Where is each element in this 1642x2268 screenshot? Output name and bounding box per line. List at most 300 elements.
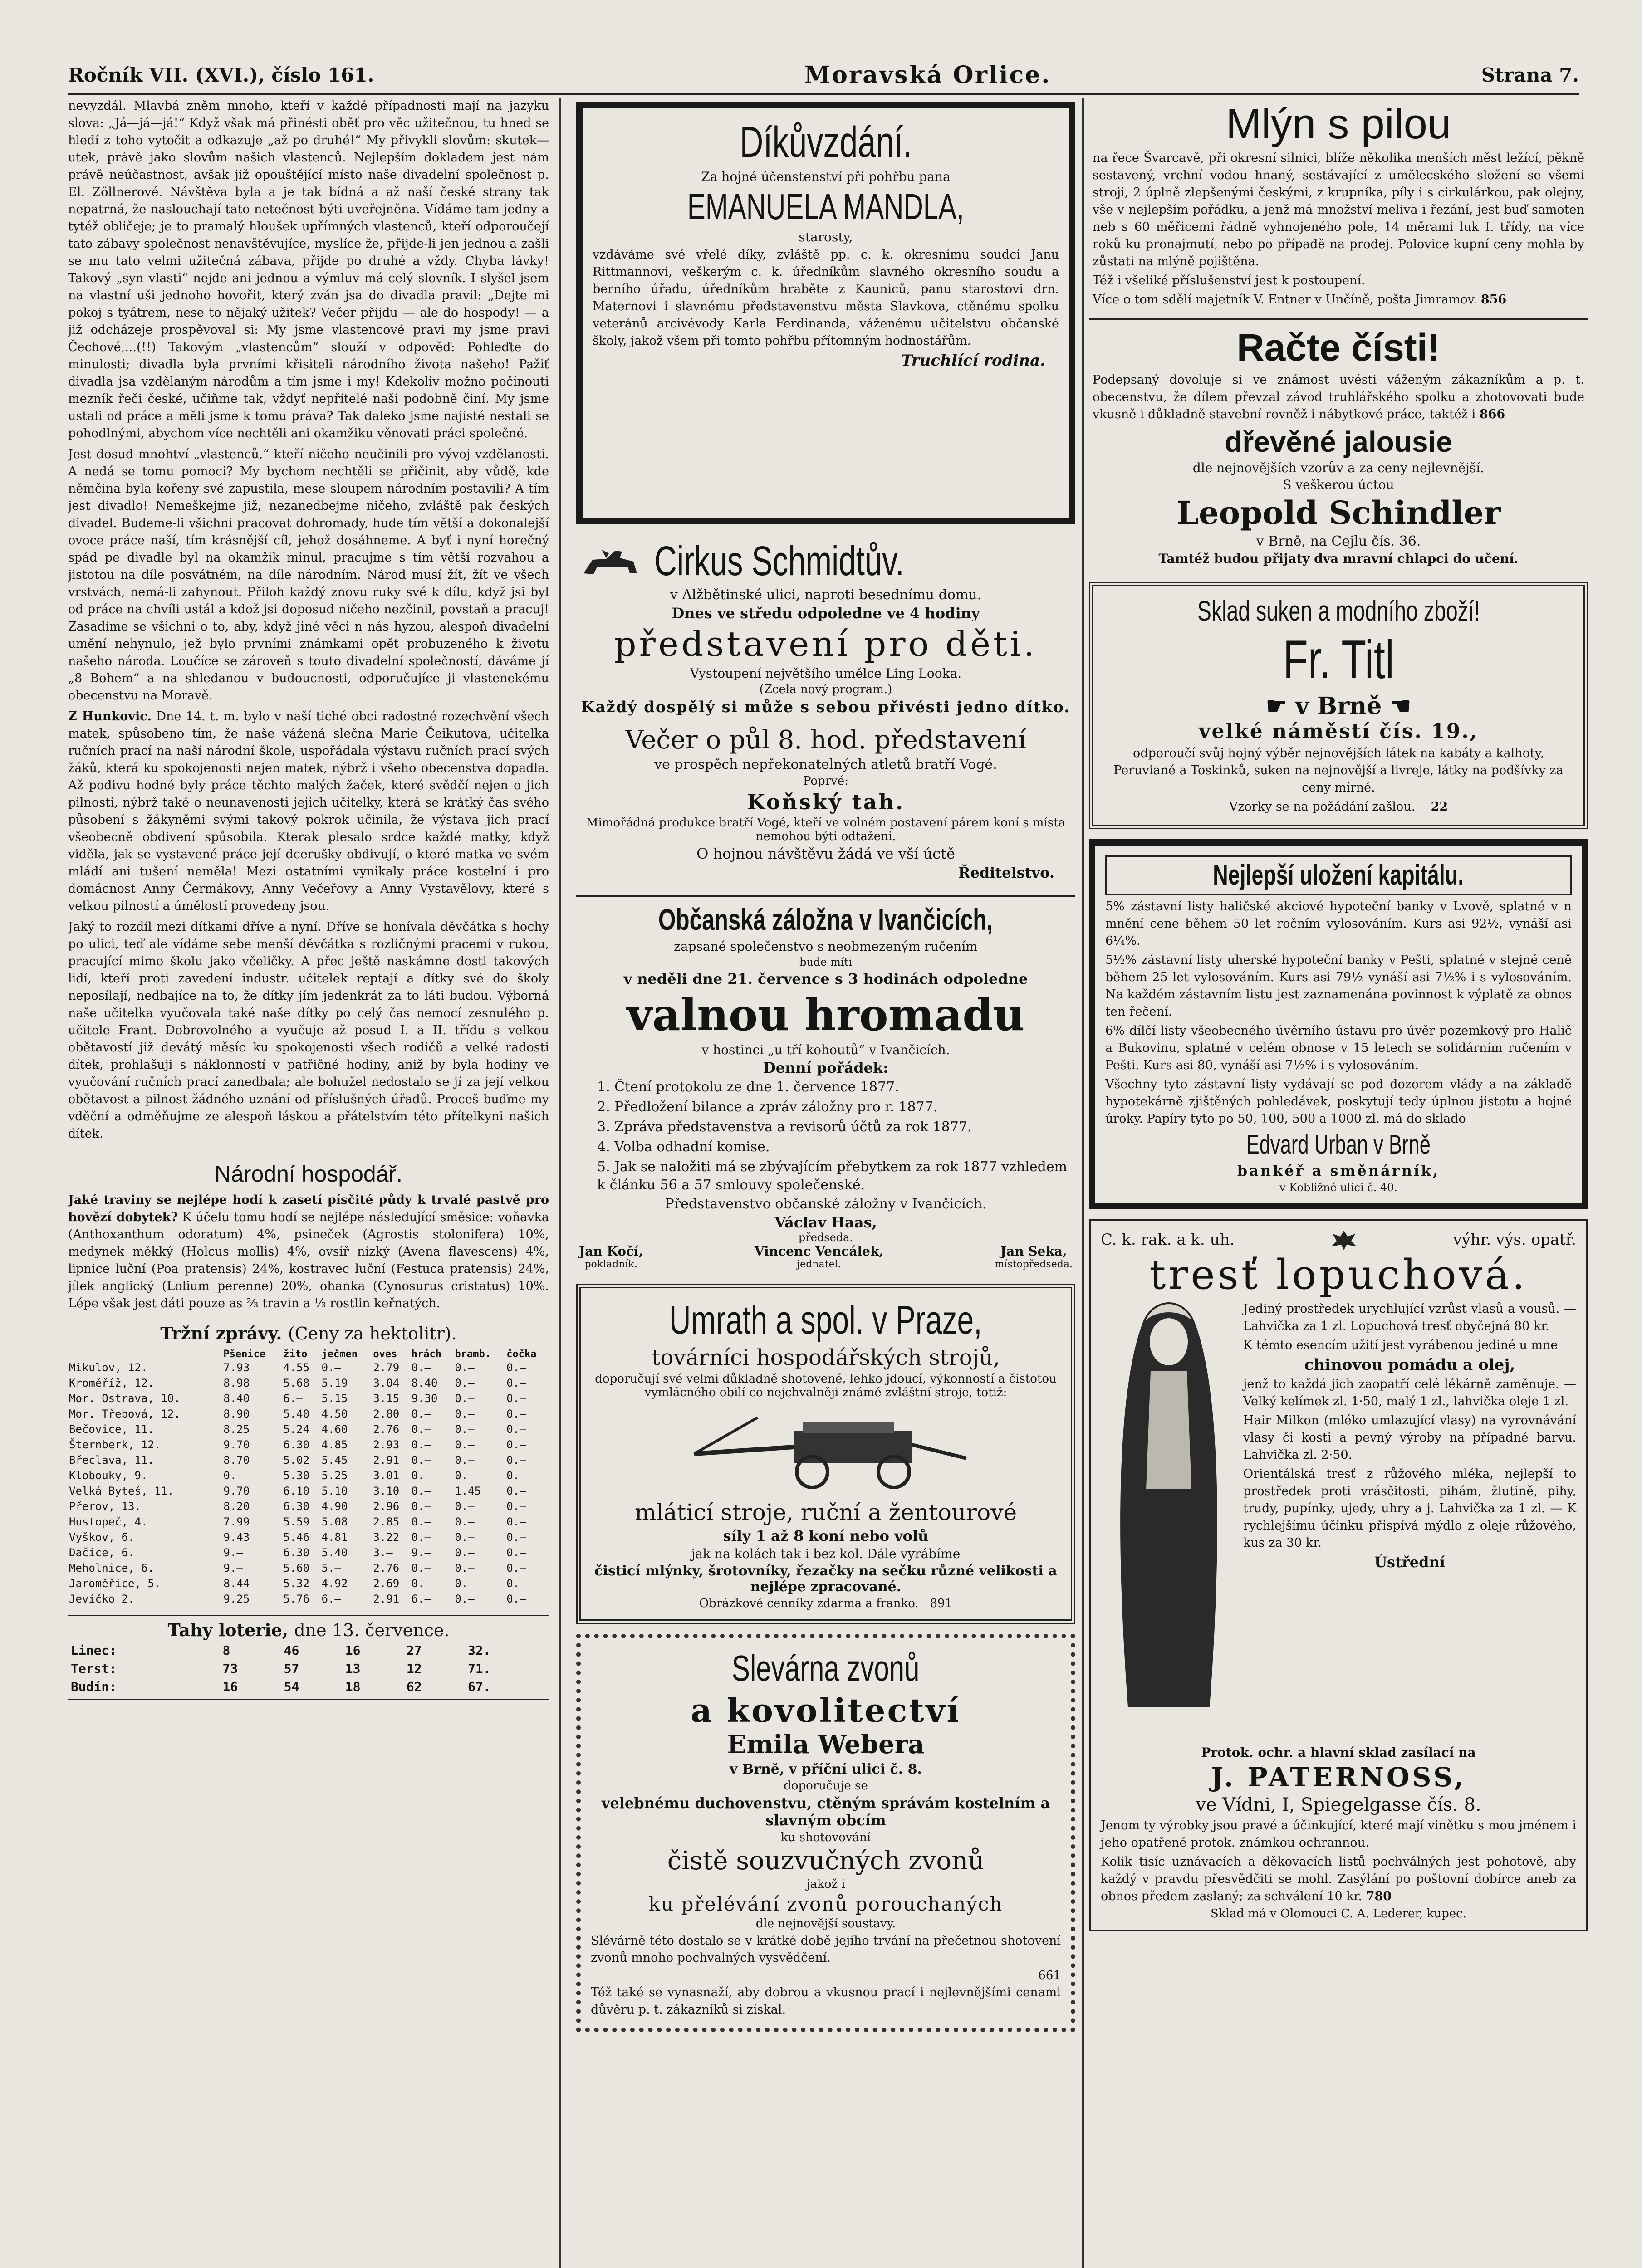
tea-p2: K témto esencím užití jest vyrábenou jediné u mne — [1243, 1338, 1558, 1352]
bells-number: 661 — [1038, 1968, 1061, 1982]
circus-first: Poprvé: — [803, 774, 848, 788]
mill-also: Též i všeliké příslušenství jest k postoupení. — [1093, 274, 1365, 288]
bank-will: bude míti — [799, 955, 852, 968]
bells-sub: a kovolitectví — [691, 1691, 961, 1730]
article-hunkovice-lead: Z Hunkovic. — [68, 709, 152, 723]
bells-also: jakož i — [806, 1877, 845, 1891]
market-row — [68, 1437, 549, 1452]
market-town: Jevíčko 2. — [69, 1593, 135, 1605]
market-price: 3.15 — [373, 1392, 400, 1405]
market-price: 2.79 — [373, 1361, 400, 1374]
market-price: 9.25 — [223, 1593, 250, 1605]
market-price: 9.— — [223, 1546, 243, 1559]
circus-title-row — [579, 538, 1073, 584]
bells-body: Slévárně této dostalo se v krátké době jejího trvání na přečetnou shotovení zvonů mnoho pochvalných vysvědčení. — [591, 1933, 1061, 1965]
market-price: 0.— — [506, 1546, 526, 1559]
market-price: 0.— — [411, 1361, 431, 1374]
ad-schindler — [1089, 318, 1588, 571]
market-price: 8.40 — [411, 1377, 438, 1389]
tea-foot: Sklad má v Olomouci C. A. Lederer, kupec. — [1211, 1906, 1466, 1921]
market-price: 5.45 — [321, 1454, 348, 1466]
market-price: 0.— — [455, 1531, 475, 1544]
titl-name: Fr. Titl — [1283, 629, 1394, 690]
tea-dealer-addr: ve Vídni, I, Spiegelgasse čís. 8. — [1196, 1794, 1481, 1815]
lottery-city: Budín: — [71, 1679, 117, 1694]
market-price: 0.— — [506, 1515, 526, 1528]
bank-signatory — [995, 1244, 1073, 1270]
tea-central: Ústřední — [1374, 1553, 1445, 1571]
titl-addr: velké náměstí čís. 19., — [1198, 719, 1479, 743]
column-news — [68, 98, 549, 2268]
titl-city-row: ☛ v Brně ☚ — [1265, 692, 1412, 720]
market-price: 2.76 — [373, 1423, 400, 1436]
bells-addr: v Brně, v příční ulici č. 8. — [730, 1761, 922, 1777]
article-theatre: nevyzdál. Mlavbá zněm mnoho, kteří v každé případnosti mají na jazyku slova: „Já—já—já!“ Když však má přinésti oběť pro věc užitečnou, tu hned se hledí z toho vytočit a odkazuje „až po druhé!“ My přivykli slovům: skutek—utek, právě jako slovům našich vlastenců. Nejlepším dokladem jest nám právě neúčastnost, avšak již opouštějící místo naše divadelní společnost p. El. Zöllnerové. Návštěva byla a je tak bídná a až naší české strany tak nepatrná, že naslouchají tato netečnost býti uveřejněna. Vídáme tam jedny a tytéž obličeje; je to pramalý hloušek upřímných vlastenců, kteří odporoučejí tato zábavy společnost nenavštěvujíce, myslíce že, přijde-li jen jednou a zašli se mu tato velmi užitečná zábava, přijde po druhé a vždy. Chyba lávky! Takový „syn vlasti“ nejde ani jednou a výmluv má celý slovník. I slyšel jsem na vlastní uši jednoho hovořit, který zván jsa do divadla pravil: „Dejte mi pokoj s tyátrem, nese to nějaký užitek? Večer přijdu — ale do hospody! — a již odcházeje prospěvoval si: My jsme vlastencové pravi my jsme pravi Čechové,...(!!) Takovým „vlastencům“ slouží v odpověď: Pohleďte do minulosti; divadla byla prvními křisiteli národního života našeho! Pažiť divadla jsa vzdělaným národům a tím jsme i my! Kdekoliv možno počínouti mezník řeči české, učiňme tak, vždyť nepřítelé naši podobně činí. My jsme ustali od práce a měli jsme k tomu práva? Tak daleko jsme najisté nestali se pohodlnými, abychom více nechtěli ani okamžiku věnovati práci společné. — [68, 99, 549, 440]
market-price: 5.32 — [283, 1577, 310, 1590]
market-price: 0.— — [506, 1485, 526, 1497]
market-price: 0.— — [455, 1438, 475, 1451]
tea-p1: Jediný prostředek urychlující vzrůst vlasů a vousů. — Lahvička za 1 zl. Lopuchová tresť obyčejná 80 kr. — [1243, 1301, 1576, 1333]
article-hunkovice-body: Dne 14. t. m. bylo v naší tiché obci radostné rozechvění všech matek, spůsobeno tím, že naše vážená slečna Marie Čeikutova, učitelka ručních prací na naší národní škole, uspořádala výstavu ručních prací svých žáků, která ku spokojenosti nejen matek, nýbrž i všeho obecenstva dopadla. Až podivu hodné byly práce těchto malých žaček, které svědčí nejen o jich pilnosti, nýbrž také o neunavenosti jejich učitelky, která se krátký čas svého působení s žákyněmi svými takový pokrok učinila, že výstava jich prací všeobecně obdivení spůsobila. Kterak plesalo srdce každé matky, když viděla, jak se vystavené práce její dcerušky obdivují, o které matka ve svém mládí ani tušení neměla! Mezi ostatními vynikaly práce kostelní i pro domácnost Anny Čermákovy, Anny Večeřovy a Anny Vystavělovy, které s velkou pilností a úmělostí provedeny jsou. — [68, 709, 549, 913]
market-price: 0.— — [455, 1546, 475, 1559]
bells-system: dle nejnovější soustavy. — [755, 1916, 896, 1931]
lottery-number: 18 — [345, 1679, 361, 1694]
market-price: 8.25 — [223, 1423, 250, 1436]
titl-body: odporoučí svůj hojný výběr nejnovějších látek na kabáty a kalhoty, Peruviané a Toskinků, suken na nejnovější a livreje, látky na podšívky za ceny mírné. — [1113, 746, 1564, 795]
market-row — [68, 1391, 549, 1406]
market-price: 5.68 — [283, 1377, 310, 1389]
market-town: Jaroměřice, 5. — [69, 1577, 161, 1590]
circus-location: v Alžbětinské ulici, naproti besednímu domu. — [670, 587, 982, 603]
market-price: 0.— — [455, 1500, 475, 1513]
market-price: 2.93 — [373, 1438, 400, 1451]
market-row — [68, 1483, 549, 1499]
lottery-number: 32. — [467, 1643, 491, 1658]
market-price: 5.— — [321, 1562, 341, 1574]
market-price: 0.— — [506, 1454, 526, 1466]
titl-title: Sklad suken a modního zboží! — [1197, 595, 1480, 627]
umrath-extra: čisticí mlýnky, šrotovníky, řezačky na sečku různé velikosti a nejlépe zpracované. — [594, 1563, 1057, 1595]
threshing-machine-illustration — [667, 1404, 985, 1495]
circus-today: Dnes ve středu odpoledne ve 4 hodiny — [672, 605, 980, 622]
lottery-number: 54 — [284, 1679, 299, 1694]
market-row — [68, 1530, 549, 1545]
read-price: dle nejnovějších vzorův a za ceny nejlevnější. — [1192, 460, 1485, 475]
market-price: 3.22 — [373, 1531, 400, 1544]
bank-board: Představenstvo občanské záložny v Ivančicích. — [665, 1196, 987, 1212]
ad-titl — [1089, 582, 1588, 829]
tea-p4: Hair Milkon (mléko umlazující vlasy) na vyrovnávání vlasy či kosti a pevný výroby na případné barvu. Lahvička zl. 2·50. — [1243, 1413, 1576, 1462]
bells-recast: ku přelévání zvonů porouchaných — [648, 1892, 1003, 1915]
market-price: 0.— — [223, 1469, 243, 1482]
thanks-title: Díkůvzdání. — [739, 118, 912, 166]
market-town: Vyškov, 6. — [69, 1531, 135, 1544]
market-unit: (Ceny za hektolitr). — [288, 1324, 457, 1344]
lottery-number: 71. — [467, 1661, 491, 1676]
market-price: 0.— — [411, 1408, 431, 1420]
tea-p6: Jenom ty výrobky jsou pravé a účinkující, které mají vinětku s mou jménem i jeho opatřené protok. známkou ochrannou. — [1101, 1818, 1576, 1850]
economy-question: Jaké traviny se nejlépe hodí k zasetí písčité půdy k trvalé pastvě pro hovězí dobytek? — [68, 1193, 549, 1224]
market-price: 4.85 — [321, 1438, 348, 1451]
market-price: 5.25 — [321, 1469, 348, 1482]
market-price: 4.60 — [321, 1423, 348, 1436]
circus-title: Cirkus Schmidtův. — [654, 538, 904, 584]
market-price: 0.— — [506, 1438, 526, 1451]
invest-p3: 6% dílčí listy všeobecného úvěrního ústavu pro úvěr pozemkový pro Halič a Bukovinu, splatné v celém obnose v 15 letech se solidárním ručením v Pešti. Kurs asi 80, vynáší asi 7½% i s vylosováním. — [1105, 1024, 1572, 1073]
market-price: 2.69 — [373, 1577, 400, 1590]
signatory-name: Jan Seka, — [1000, 1243, 1067, 1259]
bells-rec: doporučuje se — [784, 1779, 868, 1793]
lottery-table — [68, 1642, 549, 1696]
market-price: 0.— — [411, 1454, 431, 1466]
bank-place: v hostinci „u tří kohoutů“ v Ivančicích. — [701, 1042, 950, 1057]
market-price: 5.15 — [321, 1392, 348, 1405]
circus-invite: O hojnou návštěvu žádá ve vší úctě — [696, 845, 955, 863]
tea-dealer: J. PATERNOSS, — [1211, 1761, 1466, 1793]
read-body: Podepsaný dovoluje si ve známost uvésti váženým zákazníkům a p. t. obecenstvu, že dílem převzal závod truhlářského spolku a zhotovovati bude vkusně i důkladně stavební rovněž i nábytkové práce, taktéž i 866 — [1093, 372, 1584, 421]
page-number: Strana 7. — [1481, 64, 1579, 86]
market-price: 0.— — [506, 1377, 526, 1389]
tea-text — [1243, 1299, 1576, 1743]
market-header-cell: ječmen — [321, 1349, 358, 1360]
ad-investment — [1089, 839, 1588, 1209]
umrath-catalog: Obrázkové cenníky zdarma a franko. 891 — [699, 1596, 953, 1610]
agenda-item: 2. Předložení bilance a zpráv záložny pro r. 1877. — [597, 1099, 938, 1115]
market-price: 5.76 — [283, 1593, 310, 1605]
market-price: 8.44 — [223, 1577, 250, 1590]
signatory-role: jednatel. — [797, 1258, 841, 1270]
market-price: 0.— — [506, 1392, 526, 1405]
bank-agenda-title: Denní pořádek: — [763, 1059, 888, 1076]
market-price: 4.55 — [283, 1361, 310, 1374]
market-town: Velká Byteš, 11. — [69, 1485, 174, 1497]
market-price: 5.02 — [283, 1454, 310, 1466]
market-price: 4.92 — [321, 1577, 348, 1590]
market-price: 2.91 — [373, 1454, 400, 1466]
market-price: 0.— — [506, 1469, 526, 1482]
market-header-cell: čočka — [506, 1349, 537, 1360]
invest-role: bankéř a směnárník, — [1237, 1162, 1440, 1179]
market-title: Tržní zprávy. — [160, 1323, 282, 1344]
tea-title: tresť lopuchová. — [1149, 1251, 1528, 1299]
market-price: 0.— — [411, 1531, 431, 1544]
market-price: 0.— — [506, 1500, 526, 1513]
market-price: 8.20 — [223, 1500, 250, 1513]
market-row — [68, 1576, 549, 1591]
circus-performer: Vystoupení největšího umělce Ling Looka. — [690, 666, 962, 681]
market-town: Klobouky, 9. — [69, 1469, 148, 1482]
market-header-cell: žito — [283, 1349, 308, 1360]
circus-program: (Zcela nový program.) — [759, 683, 892, 697]
ad-bank — [576, 895, 1075, 1274]
market-row — [68, 1545, 549, 1560]
market-price: 5.08 — [321, 1515, 348, 1528]
titl-number: 22 — [1431, 799, 1448, 814]
umrath-body: doporučují své velmi důkladně shotovené, lehko jdoucí, výkonností a čistotou vymlácného obilí co nejchvalněji známé zvláštní stroje, totiž: — [595, 1372, 1057, 1399]
titl-samples: Vzorky se na požádání zašlou. 22 — [1229, 799, 1448, 814]
lottery-number: 16 — [345, 1643, 361, 1658]
market-price: 0.— — [411, 1423, 431, 1436]
bells-title: Slevárna zvonů — [732, 1647, 920, 1688]
market-price: 3.04 — [373, 1377, 400, 1389]
market-price: 2.96 — [373, 1500, 400, 1513]
read-number: 866 — [1479, 407, 1505, 421]
market-price: 0.— — [411, 1438, 431, 1451]
bells-pure: čistě souzvučných zvonů — [667, 1846, 985, 1876]
page-header — [68, 57, 1579, 95]
umrath-title: Umrath a spol. v Praze, — [669, 1297, 982, 1342]
market-price: 3.01 — [373, 1469, 400, 1482]
read-respect: S veškerou úctou — [1283, 477, 1394, 492]
lottery-city: Linec: — [71, 1643, 117, 1658]
bank-event: valnou hromadu — [627, 989, 1025, 1041]
market-row — [68, 1514, 549, 1530]
market-price: 0.— — [455, 1408, 475, 1420]
market-price: 0.— — [455, 1577, 475, 1590]
ad-burdock — [1089, 1219, 1588, 1931]
market-price: 0.— — [506, 1408, 526, 1420]
column-ads-middle — [576, 98, 1075, 2268]
tea-pomade: chinovou pomádu a olej, — [1304, 1355, 1515, 1374]
market-price: 8.90 — [223, 1408, 250, 1420]
ad-mill — [1089, 100, 1588, 308]
read-product: dřevěné jalousie — [1225, 425, 1452, 458]
market-price: 0.— — [455, 1469, 475, 1482]
market-price: 5.30 — [283, 1469, 310, 1482]
market-table — [68, 1349, 549, 1607]
tea-top-row — [1101, 1228, 1576, 1251]
market-row — [68, 1360, 549, 1375]
market-price: 0.— — [411, 1562, 431, 1574]
invest-p4: Všechny tyto zástavní listy vydávají se pod dozorem vlády a na základě hypotekárně zjištěných pohledávek, poskytují tedy úplnou jistotu a hojné úroky. Papíry tyto po 50, 100, 500 a 1000 zl. má do sklado — [1105, 1077, 1572, 1126]
market-price: 5.10 — [321, 1485, 348, 1497]
market-price: 0.— — [455, 1361, 475, 1374]
column-ads-right — [1089, 98, 1588, 2268]
thanks-body: vzdáváme své vřelé díky, zvláště pp. c. k. okresnímu soudci Janu Rittmannovi, veškerým c. k. úředníkům slavného okresního soudu a berního úřadu, úředníkům hraběte z Kauniců, panu starostovi drn. Maternovi i slavnému představenstvu města Slavkova, ctěnému spolku veteránů arcivévody Karla Ferdinanda, váženému učitelstvu občanské školy, jakož všem při tomto pohřbu přítomným hodnostářům. — [593, 247, 1059, 348]
tea-number: 780 — [1366, 1889, 1392, 1903]
market-price: 9.— — [411, 1546, 431, 1559]
market-header-cell: hrách — [411, 1349, 441, 1360]
market-row — [68, 1591, 549, 1607]
mill-title: Mlýn s pilou — [1225, 100, 1451, 147]
market-price: 6.30 — [283, 1438, 310, 1451]
tea-top: C. k. rak. a k. uh. — [1101, 1230, 1235, 1249]
market-price: 9.— — [223, 1562, 243, 1574]
agenda-item: 5. Jak se naložiti má se zbývajícím přebytkem za rok 1877 vzhledem k článku 56 a 57 smlouvy společenské. — [597, 1158, 1068, 1193]
market-price: 5.40 — [283, 1408, 310, 1420]
ad-bells — [576, 1634, 1075, 2032]
market-price: 0.— — [506, 1531, 526, 1544]
market-price: 9.70 — [223, 1438, 250, 1451]
horse-icon — [579, 546, 642, 582]
umrath-power: síly 1 až 8 koní nebo volů — [723, 1527, 929, 1545]
market-price: 5.60 — [283, 1562, 310, 1574]
lottery-number: 67. — [467, 1679, 491, 1694]
market-price: 0.— — [506, 1562, 526, 1574]
mill-contact: Více o tom sdělí majetník V. Entner v Unčíně, pošta Jimramov. 856 — [1093, 293, 1507, 307]
market-row — [68, 1560, 549, 1576]
signatory-role: místopředseda. — [995, 1258, 1073, 1270]
market-row — [68, 1468, 549, 1483]
agenda-item: 3. Zpráva představenstva a revisorů účtů za rok 1877. — [597, 1119, 972, 1135]
tea-body-row — [1101, 1299, 1576, 1743]
thanks-intro: Za hojné účenstenství při pohřbu pana — [701, 169, 951, 184]
lottery-number: 27 — [406, 1643, 422, 1658]
lottery-date: dne 13. července. — [294, 1620, 450, 1640]
market-price: 0.— — [455, 1423, 475, 1436]
lottery-number: 57 — [284, 1661, 299, 1676]
mill-body: na řece Švarcavě, při okresní silnici, blíže několika menších měst ležící, pěkně sestavený, vrchní vodou hnaný, sestávající z umělecského složení se všemi stroji, 2 úplně zlepšenými českými, z krupníka, píly i s cirkulárkou, pak olejny, vše v nejlepším pořádku, a jenž má množství meliva i řezání, jest buď samoten neb s 60 měřicemi řádně vyhnojeného pole, 14 měrami luk I. třídy, na více roků ku pronajmutí, nebo po případě na prodej. Polovice kupní ceny mohla by zůstati na mlýně pojištěna. — [1093, 151, 1584, 269]
market-price: 4.81 — [321, 1531, 348, 1544]
invest-addr: v Kobližné ulici č. 40. — [1279, 1181, 1397, 1194]
umrath-machines: mláticí stroje, ruční a žentourové — [634, 1499, 1017, 1525]
market-heading — [68, 1323, 549, 1344]
thanks-name: EMANUELA MANDLA, — [687, 186, 965, 227]
invest-p1: 5% zástavní listy haličské akciové hypoteční banky v Lvově, splatné v n mnění cene během 50 let ročním vylosováním. Kurs asi 92½, vynáší asi 6¼%. — [1105, 899, 1572, 948]
mill-number: 856 — [1480, 293, 1507, 307]
market-price: 0.— — [411, 1500, 431, 1513]
bank-chair: Václav Haas, — [774, 1213, 877, 1231]
market-price: 0.— — [455, 1515, 475, 1528]
newspaper-title: Moravská Orlice. — [804, 61, 1051, 89]
market-price: 0.— — [455, 1454, 475, 1466]
lottery-row — [68, 1660, 549, 1678]
tea-protocol: Protok. ochr. a hlavní sklad zasílací na — [1201, 1745, 1476, 1760]
market-header-cell: bramb. — [455, 1349, 491, 1360]
market-price: 6.— — [321, 1593, 341, 1605]
market-price: 4.90 — [321, 1500, 348, 1513]
circus-show: představení pro děti. — [614, 624, 1038, 665]
bells-to: velebnému duchovenstvu, ctěným správám kostelním a slavným obcím — [601, 1794, 1050, 1829]
market-price: 8.98 — [223, 1377, 250, 1389]
bells-foot: Též také se vynasnaží, aby dobrou a vkusnou prací i nejlevnějšími cenami důvěru p. t. zákazníků si získal. — [591, 1985, 1061, 2017]
lottery-city: Terst: — [71, 1661, 117, 1676]
market-price: 0.— — [321, 1361, 341, 1374]
column-divider — [559, 98, 561, 2268]
bells-made: ku shotovování — [780, 1830, 871, 1844]
market-town: Přerov, 13. — [69, 1500, 141, 1513]
read-foot: Tamtéž budou přijaty dva mravní chlapci do učení. — [1158, 551, 1519, 566]
market-price: 0.— — [506, 1577, 526, 1590]
lottery-number: 62 — [406, 1679, 422, 1694]
eagle-emblem-icon — [1330, 1228, 1358, 1251]
market-price: 5.19 — [321, 1377, 348, 1389]
market-price: 0.— — [506, 1593, 526, 1605]
market-price: 3.— — [373, 1546, 393, 1559]
signatory-name: Vincenc Vencálek, — [754, 1243, 884, 1259]
market-town: Meholnice, 6. — [69, 1562, 154, 1574]
market-price: 9.70 — [223, 1485, 250, 1497]
tea-p5: Orientálská tresť z růžového mléka, nejlepší to prostředek proti vrásčitosti, pihám, žlutině, pihy, trudy, pupínky, ujedy, uhry a j. Lahvička za 1 zl. — K rychlejšímu účinku přispívá mýdlo z oleje růžového, kus za 30 kr. — [1243, 1466, 1576, 1550]
market-price: 0.— — [411, 1577, 431, 1590]
market-price: 0.— — [455, 1377, 475, 1389]
market-price: 0.— — [455, 1392, 475, 1405]
bank-signatory — [579, 1244, 643, 1270]
titl-city: v Brně — [1295, 692, 1382, 720]
market-price: 5.59 — [283, 1515, 310, 1528]
market-price: 0.— — [506, 1361, 526, 1374]
market-price: 0.— — [411, 1485, 431, 1497]
market-price: 6.— — [283, 1392, 303, 1405]
invest-name: Edvard Urban v Brně — [1246, 1130, 1431, 1160]
circus-evening: Večer o půl 8. hod. představení — [625, 725, 1027, 755]
signatory-name: Jan Kočí, — [579, 1243, 643, 1259]
lottery-row — [68, 1678, 549, 1696]
lottery-box — [68, 1615, 549, 1700]
market-town: Dačice, 6. — [69, 1546, 135, 1559]
agenda-item: 1. Čtení protokolu ze dne 1. července 1877. — [597, 1079, 899, 1095]
market-price: 1.45 — [455, 1485, 481, 1497]
market-row — [68, 1422, 549, 1437]
market-row — [68, 1499, 549, 1514]
market-price: 8.40 — [223, 1392, 250, 1405]
signatory-role: pokladník. — [584, 1258, 637, 1270]
umrath-sub: továrníci hospodářských strojů, — [652, 1344, 1000, 1370]
ad-umrath — [576, 1284, 1075, 1624]
thanks-role: starosty, — [799, 229, 853, 244]
tea-p3: jenž to každá jich zaopatří celé lékárně zaměnuje. — Velký kelímek zl. 1·50, malý 1 zl., lahvička oleje 1 zl. — [1243, 1377, 1576, 1408]
bank-date: v neděli dne 21. července s 3 hodinách odpoledne — [623, 970, 1028, 987]
market-price: 0.— — [455, 1562, 475, 1574]
bells-owner: Emila Webera — [727, 1729, 925, 1760]
bank-agenda — [579, 1078, 1073, 1194]
lottery-number: 13 — [345, 1661, 361, 1676]
long-hair-woman-illustration — [1101, 1299, 1237, 1743]
lottery-number: 16 — [222, 1679, 238, 1694]
market-price: 2.85 — [373, 1515, 400, 1528]
market-town: Hustopeč, 4. — [69, 1515, 148, 1528]
article-theatre-cont: Jest dosud mnohtví „vlastenců,“ kteří ničeho neučinili pro vývoj vzdělanosti. A nedá se tomu pomoci? My bychom nechtěli se přičinit, aby vůdě, kde němčina byla kořeny své zapustila, mese sloupem národním postavili? A tím jest divadlo! Nemeškejme již, nezanedbejme ničeho, zvláště pak českých divadel. Budeme-li všichni pracovat dohromady, hude tím větší a dokonalejší ovoce práce naší, tím krásnější cíl, jehož dosáhneme. A byť i nyní horečný spád pe divadle byl na okamžik minul, pracujme s tím větší rozvahou a jistotou na díle posvátném, na díle národním. Národ musí žít, žít ve všech vrstvách, nemá-li zahynout. Přiloh každý znovu ruky své k dílu, když jsi byl od práce na chvíli ustál a kdož jsi doposud ničeho nezčinil, povstaň a pracuj! Zasadíme se všichni o to, aby, když jiné věci n nás hyzou, alespoň divadelní umění nehynulo, jež bylo prvními známkami opět probuzeného k životu našeho národa. Loučíce se zároveň s touto divadelní společností, dáváme jí „8 Bohem“ a na shledanou v budoucnosti, odporučujíce ji vlastenekému obecenstvu na Moravě. — [68, 447, 549, 703]
market-town: Bečovice, 11. — [69, 1423, 154, 1436]
read-name: Leopold Schindler — [1176, 494, 1501, 532]
economy-article — [68, 1192, 549, 1312]
market-price: 7.99 — [223, 1515, 250, 1528]
bank-title: Občanská záložna v Ivančicích, — [658, 903, 993, 937]
bank-signatory — [755, 1244, 883, 1270]
market-price: 0.— — [411, 1515, 431, 1528]
article-hunkovice-cont: Jaký to rozdíl mezi dítkami dříve a nyní. Dříve se honívala děvčátka s hochy po ulici, teď ale vídáme sebe menší děvčátka s rozličnými pracemi v rukou, pracující mimo školu jako včeličky. A přec ještě naskámne dosti takových lidí, kteří proti zavedení industr. učitelek reptají a dítky své do školy neposílají, nedbajíce na to, že dítky jím jedenkrát za to láti budou. Výborná naše učitelka vyučovala také naše dítky po celý čas nemocí zesnulého p. učitele Frant. Dobrovolného a vyučuje až posud I. a II. třídu s velkou obětavostí již devátý měsíc ku spokojenosti všech rodičů a velké radosti dítek, prohlašuji s náklonností v patřičné hodiny, aniž by byla hodiny ve vyučování ručních prací zanedbala; ale bohužel nedostalo se jí za její velkou obětavost a pilnost žádného uznání od příslušných úřadů. Proceš buďme my vděční a odměňujme ze alespoň láskou a přátelstvím této přítelkyni našich dítek. — [68, 920, 549, 1141]
market-price: 2.80 — [373, 1408, 400, 1420]
market-price: 5.24 — [283, 1423, 310, 1436]
market-price: 8.70 — [223, 1454, 250, 1466]
market-price: 5.46 — [283, 1531, 310, 1544]
column-divider — [1082, 98, 1084, 2268]
lottery-number: 12 — [406, 1661, 422, 1676]
tea-patent: výhr. výs. opatř. — [1453, 1230, 1576, 1249]
market-price: 3.10 — [373, 1485, 400, 1497]
market-price: 4.50 — [321, 1408, 348, 1420]
circus-director: Ředitelstvo. — [958, 864, 1054, 882]
market-town: Mikulov, 12. — [69, 1361, 148, 1374]
read-addr: v Brně, na Cejlu čís. 36. — [1256, 533, 1421, 549]
market-row — [68, 1406, 549, 1422]
lottery-number: 46 — [284, 1643, 299, 1658]
market-price: 0.— — [506, 1423, 526, 1436]
market-header-cell: oves — [373, 1349, 397, 1360]
invest-title: Nejlepší uložení kapitálu. — [1105, 855, 1572, 895]
market-price: 9.30 — [411, 1392, 438, 1405]
market-header-cell: Pšenice — [223, 1349, 266, 1360]
lottery-number: 8 — [222, 1643, 230, 1658]
market-town: Břeclava, 11. — [69, 1454, 154, 1466]
lottery-row — [68, 1642, 549, 1660]
market-town: Mor. Třebová, 12. — [69, 1408, 181, 1420]
bank-chair-role: předseda. — [798, 1231, 853, 1244]
economy-answer: K účelu tomu hodí se nejlépe následující směsice: voňavka (Anthoxanthum odoratum) 4%, psineček (Agrostis stolonifera) 10%, medynek měkký (Holcus mollis) 4%, ovsíř nízký (Avena flavescens) 4%, lipnice luční (Poa pratensis) 24%, kostravec luční (Festuca pratensis) 24%, jílek anglický (Lolium perenne) 20%, ohanka (Cynosurus cristatus) 10%. Lépe však jest dáti pouze as ⅔ travin a ⅓ rostlin keřnatých. — [68, 1210, 549, 1310]
circus-free: Každý dospělý si může s sebou přivésti jedno dítko. — [581, 698, 1071, 717]
invest-p2: 5½% zástavní listy uherské hypoteční banky v Pešti, splatné v stejné ceně během 25 let vylosováním. Kurs asi 79½ vynáší asi 7½% i s vylosováním. Na každém zástavním listu jest zaznamenána povinnost k výplatě za obnos ten řečení. — [1105, 953, 1572, 1019]
tea-p7: Kolik tisíc uznávacích a děkovacích listů pochválných jest pohotově, aby každý v pravdu přesvědčiti se mohl. Zasýlání po poštovní dobírce aneb za obnos předem zaslaný; za schválení 10 kr. 780 — [1101, 1854, 1576, 1903]
